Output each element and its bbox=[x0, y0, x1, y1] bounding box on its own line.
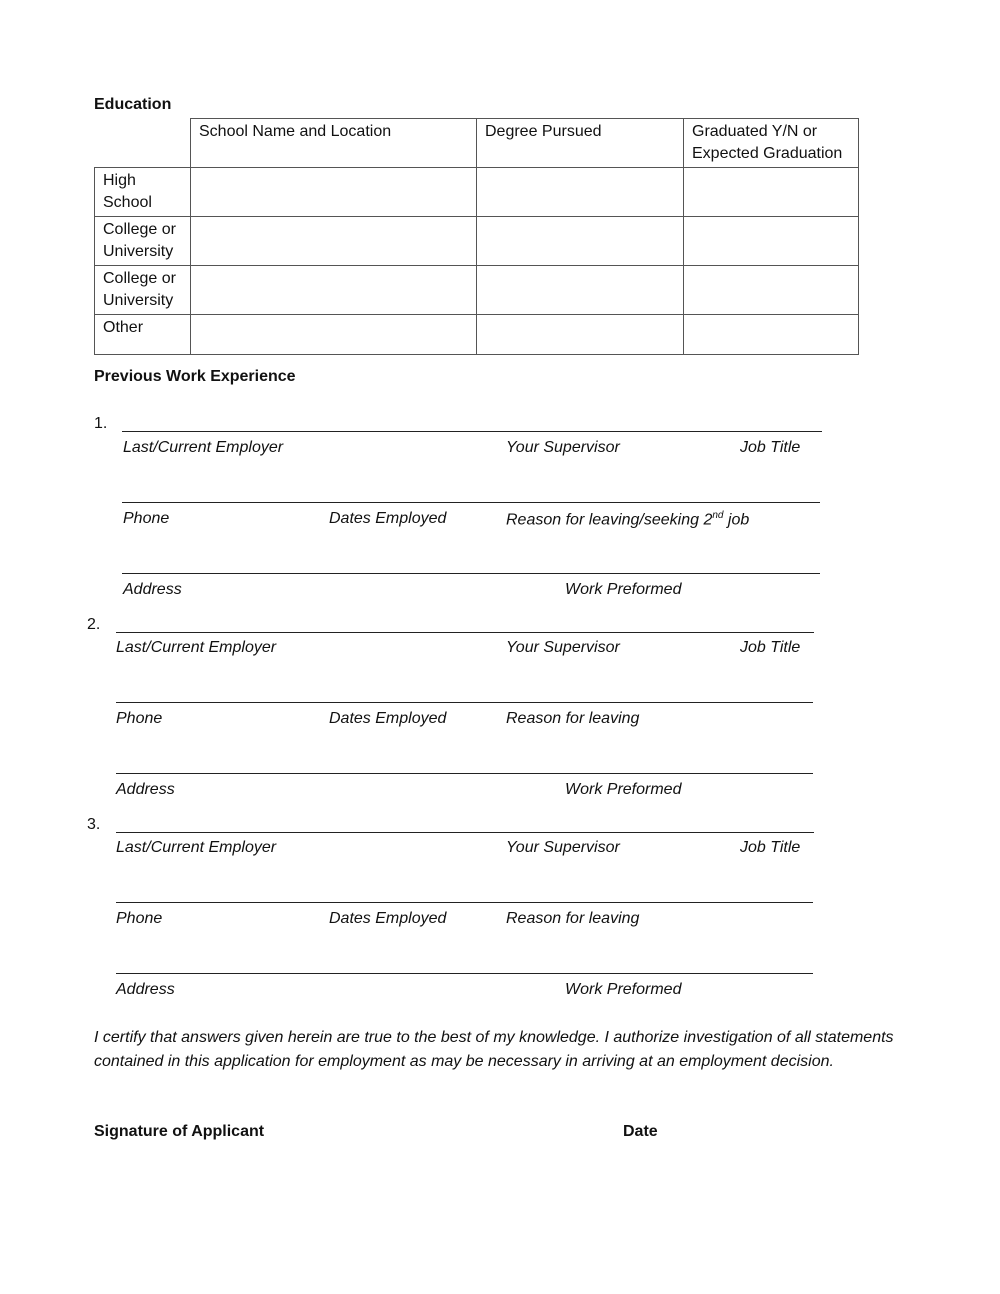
address-line[interactable] bbox=[116, 773, 813, 774]
employer-line[interactable] bbox=[116, 832, 814, 833]
degree-input[interactable] bbox=[477, 168, 684, 217]
supervisor-label: Your Supervisor bbox=[506, 639, 620, 656]
employer-line[interactable] bbox=[116, 632, 814, 633]
work-performed-label: Work Preformed bbox=[565, 781, 682, 798]
supervisor-label: Your Supervisor bbox=[506, 839, 620, 856]
graduated-input[interactable] bbox=[684, 217, 859, 266]
row-label: College or University bbox=[95, 217, 191, 266]
job-title-label: Job Title bbox=[740, 839, 801, 856]
table-row bbox=[95, 168, 859, 217]
employer-line[interactable] bbox=[122, 431, 822, 432]
phone-label: Phone bbox=[123, 510, 170, 527]
entry-number: 1. bbox=[94, 415, 108, 432]
row-label: Other bbox=[95, 315, 191, 355]
education-heading: Education bbox=[94, 96, 172, 113]
employer-label: Last/Current Employer bbox=[116, 639, 277, 656]
employer-label: Last/Current Employer bbox=[123, 439, 284, 456]
phone-line[interactable] bbox=[122, 502, 820, 503]
school-input[interactable] bbox=[191, 168, 477, 217]
row-label: College or University bbox=[95, 266, 191, 315]
reason-label: Reason for leaving/seeking 2nd job bbox=[506, 510, 750, 529]
reason-label: Reason for leaving bbox=[506, 710, 640, 727]
school-input[interactable] bbox=[191, 266, 477, 315]
date-label: Date bbox=[623, 1123, 658, 1140]
entry-number: 2. bbox=[87, 616, 101, 633]
phone-line[interactable] bbox=[116, 902, 813, 903]
table-header-row bbox=[95, 119, 859, 168]
phone-label: Phone bbox=[116, 710, 163, 727]
row-label: High School bbox=[95, 168, 191, 217]
table-row bbox=[95, 217, 859, 266]
address-line[interactable] bbox=[116, 973, 813, 974]
reason-label: Reason for leaving bbox=[506, 910, 640, 927]
header-school: School Name and Location bbox=[191, 119, 477, 168]
school-input[interactable] bbox=[191, 315, 477, 355]
table-row bbox=[95, 266, 859, 315]
table-row bbox=[95, 315, 859, 355]
address-label: Address bbox=[123, 581, 182, 598]
work-performed-label: Work Preformed bbox=[565, 981, 682, 998]
degree-input[interactable] bbox=[477, 266, 684, 315]
work-heading: Previous Work Experience bbox=[94, 368, 296, 385]
address-label: Address bbox=[116, 981, 175, 998]
certification-statement: I certify that answers given herein are true to the best of my knowledge. I authorize investigation of all statements contained in this application for employment as may be necessary in arriving at an employment decision. bbox=[94, 1029, 894, 1070]
address-line[interactable] bbox=[122, 573, 820, 574]
dates-label: Dates Employed bbox=[329, 710, 447, 727]
phone-label: Phone bbox=[116, 910, 163, 927]
address-label: Address bbox=[116, 781, 175, 798]
degree-input[interactable] bbox=[477, 217, 684, 266]
header-degree: Degree Pursued bbox=[477, 119, 684, 168]
graduated-input[interactable] bbox=[684, 315, 859, 355]
job-title-label: Job Title bbox=[740, 639, 801, 656]
employer-label: Last/Current Employer bbox=[116, 839, 277, 856]
phone-line[interactable] bbox=[116, 702, 813, 703]
table-corner bbox=[95, 119, 191, 168]
work-performed-label: Work Preformed bbox=[565, 581, 682, 598]
supervisor-label: Your Supervisor bbox=[506, 439, 620, 456]
dates-label: Dates Employed bbox=[329, 910, 447, 927]
education-table bbox=[94, 118, 859, 355]
header-graduated: Graduated Y/N or Expected Graduation bbox=[684, 119, 859, 168]
graduated-input[interactable] bbox=[684, 168, 859, 217]
degree-input[interactable] bbox=[477, 315, 684, 355]
job-title-label: Job Title bbox=[740, 439, 801, 456]
signature-label: Signature of Applicant bbox=[94, 1123, 265, 1140]
graduated-input[interactable] bbox=[684, 266, 859, 315]
school-input[interactable] bbox=[191, 217, 477, 266]
entry-number: 3. bbox=[87, 816, 101, 833]
dates-label: Dates Employed bbox=[329, 510, 447, 527]
